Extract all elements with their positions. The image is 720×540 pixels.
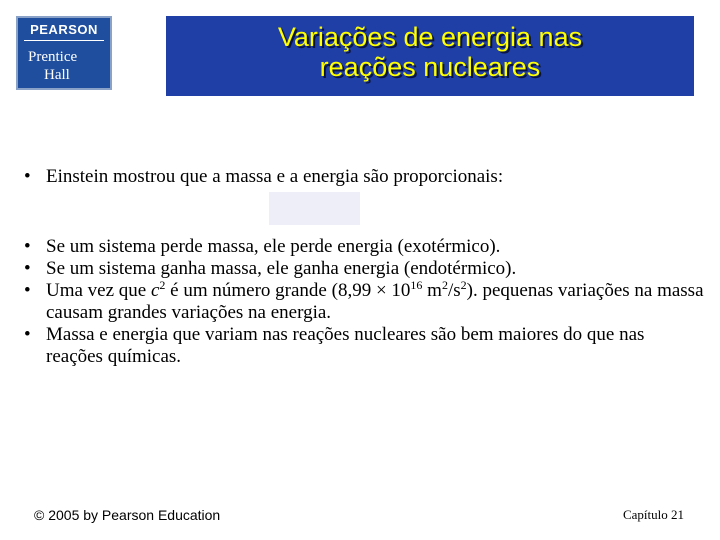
logo-divider [24, 40, 104, 41]
bullet-item: • Einstein mostrou que a massa e a energia são proporcionais: [24, 166, 704, 188]
logo-line-2: Hall [44, 67, 70, 83]
logo-line-1: Prentice [28, 49, 78, 65]
bullet-text: é um número grande (8,99 × 10 [165, 280, 411, 301]
bullet-item: • Massa e energia que variam nas reações nucleares são bem maiores do que nas reações químicas. [24, 324, 704, 368]
bullet-item [24, 280, 704, 324]
bullet-text: ). pequenas variações na massa causam grandes variações na energia. [46, 280, 704, 323]
chapter-label: Capítulo 21 [622, 507, 684, 522]
title-banner [166, 16, 694, 96]
copyright-footer: © 2005 by Pearson Education [34, 507, 221, 523]
bullet-text: /s [447, 280, 461, 301]
logo-brand: PEARSON [30, 22, 98, 37]
superscript: 2 [441, 278, 448, 292]
superscript: 16 [410, 278, 423, 292]
slide-title-line-1: Variações de energia nas [277, 22, 583, 52]
bullet-text: Uma vez que [46, 280, 151, 301]
pearson-prentice-hall-logo [16, 16, 112, 90]
slide-title-line-2: reações nucleares [319, 52, 541, 82]
speed-of-light-symbol: c [150, 280, 160, 301]
superscript: 2 [460, 278, 467, 292]
bullet-item: • Se um sistema ganha massa, ele ganha energia (endotérmico). [24, 258, 704, 280]
bullet-item: • Se um sistema perde massa, ele perde energia (exotérmico). [24, 236, 704, 258]
bullet-list [24, 166, 704, 368]
slide-title [166, 22, 694, 82]
superscript: 2 [159, 278, 166, 292]
bullet-text: m [422, 280, 442, 301]
